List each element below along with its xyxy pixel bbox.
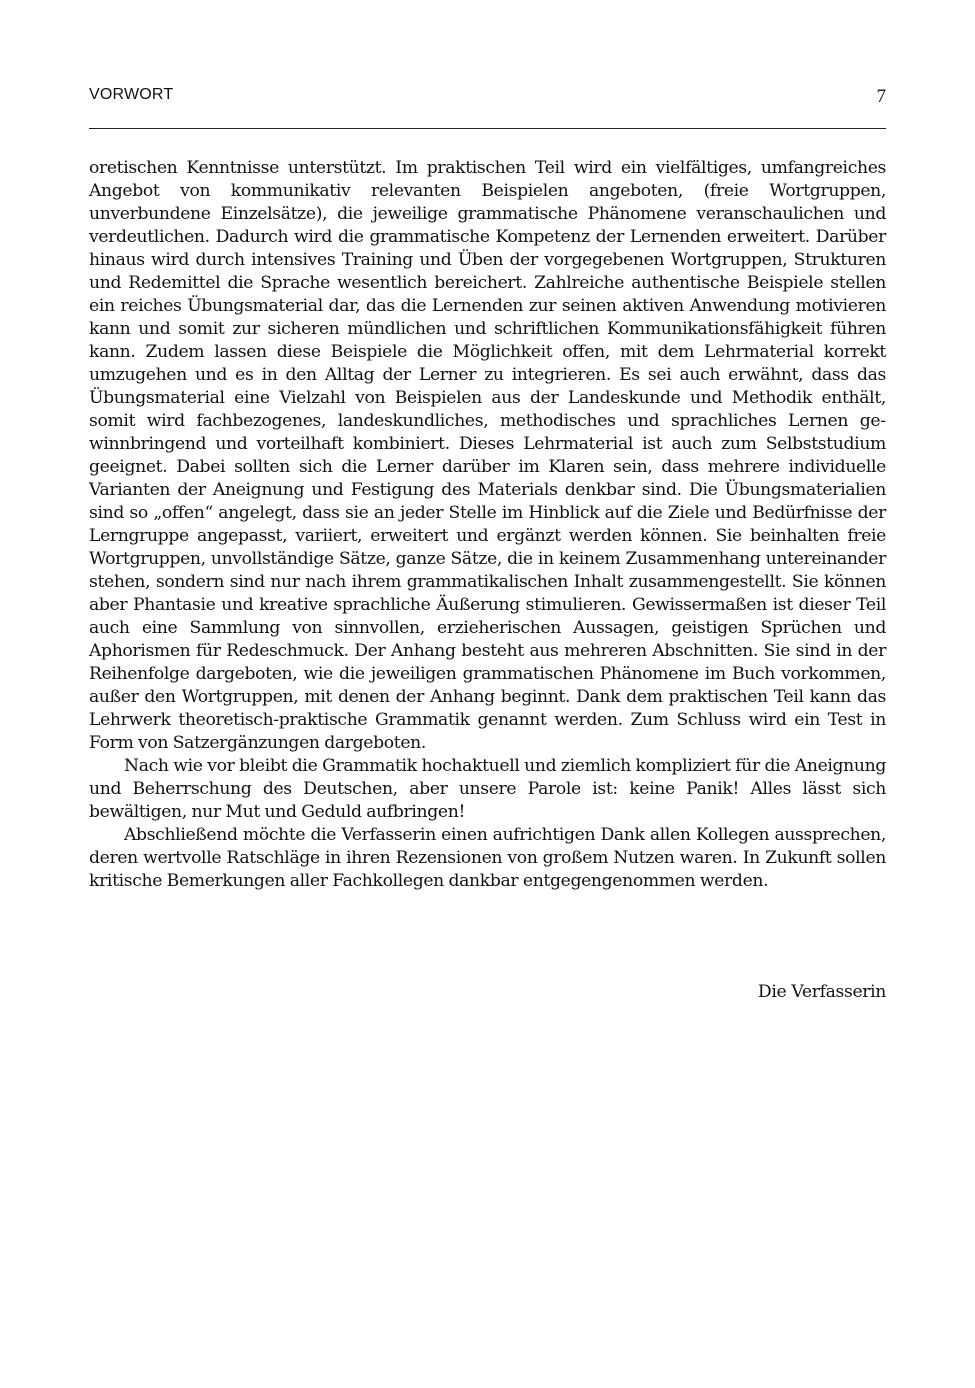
running-header [89,86,886,110]
header-divider [89,128,886,129]
author-signature: Die Verfasserin [757,982,886,1002]
page-number: 7 [876,86,886,107]
section-title: VORWORT [89,86,174,103]
paragraph-acknowledgement: Abschließend möchte die Verfasserin einen aufrichtigen Dank allen Kollegen aussprechen, deren wertvolle Ratschläge in ihren Rezensionen von großem Nutzen waren. In Zukunft sollen kritische Bemerkungen aller Fachkollegen dankbar entgegengenommen werden. [89,825,886,891]
paragraph-grammar-remark: Nach wie vor bleibt die Grammatik hochaktuell und ziemlich kompliziert für die Aneignung und Beherrschung des Deutschen, aber unsere Parole ist: keine Panik! Alles lässt sich bewältigen, nur Mut und Geduld aufbringen! [89,756,886,822]
paragraph-continuation: oretischen Kenntnisse unterstützt. Im praktischen Teil wird ein vielfältiges, umfangreiches Angebot von kommunikativ relevanten Beispielen angeboten, (freie Wortgruppen, unverbundene Einzelsätze), die jeweilige grammatische Phänomene veranschaulichen und verdeutlichen. Dadurch wird die grammatische Kompetenz der Lernenden erweitert. Darüber hinaus wird durch intensives Training und Üben der vorgegebenen Wortgruppen, Strukturen und Redemittel die Sprache wesentlich bereichert. Zahlreiche authentische Beispiele stellen ein reiches Übungsmaterial dar, das die Lernenden zur seinen aktiven Anwendung motivieren kann und somit zur sicheren mündlichen und schriftlichen Kommunikationsfähigkeit führen kann. Zudem lassen diese Beispiele die Möglichkeit offen, mit dem Lehrmaterial korrekt umzugehen und es in den Alltag der Lerner zu integrieren. Es sei auch erwähnt, dass das Übungsmaterial eine Vielzahl von Beispielen aus der Landeskunde und Methodik enthält, somit wird fachbezogenes, landeskundliches, methodisches und sprachliches Lernen gewinnbringend und vorteilhaft kombiniert. Dieses Lehrmaterial ist auch zum Selbststudium geeignet. Dabei sollten sich die Lerner darüber im Klaren sein, dass mehrere individuelle Varianten der Aneignung und Festigung des Materials denkbar sind. Die Übungsmaterialien sind so „offen“ angelegt, dass sie an jeder Stelle im Hinblick auf die Ziele und Bedürfnisse der Lerngruppe angepasst, variiert, erweitert und ergänzt werden können. Sie beinhalten freie Wortgruppen, unvollständige Sätze, ganze Sätze, die in keinem Zusammenhang untereinander stehen, sondern sind nur nach ihrem grammatikalischen Inhalt zusammengestellt. Sie können aber Phantasie und kreative sprachliche Äußerung stimulieren. Gewissermaßen ist dieser Teil auch eine Sammlung von sinnvollen, erzieherischen Aussagen, geistigen Sprüchen und Aphorismen für Redeschmuck. Der Anhang besteht aus mehreren Abschnitten. Sie sind in der Reihenfolge dargeboten, wie die jeweiligen grammatischen Phänomene im Buch vorkommen, außer den Wortgruppen, mit denen der Anhang beginnt. Dank dem praktischen Teil kann das Lehrwerk theoretisch-praktische Grammatik genannt werden. Zum Schluss wird ein Test in Form von Satzergänzungen dargeboten. [89,158,886,753]
body-text [89,157,886,893]
